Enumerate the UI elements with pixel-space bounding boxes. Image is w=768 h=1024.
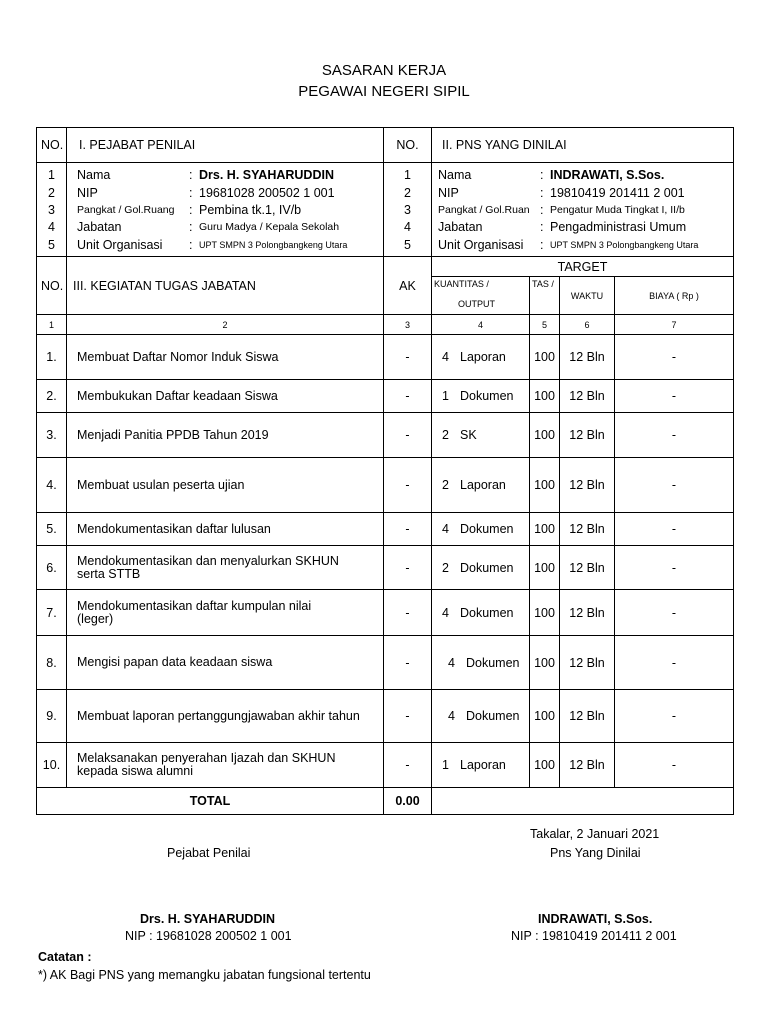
notes-text: *) AK Bagi PNS yang memangku jabatan fungsional tertentu: [38, 968, 371, 982]
task-output: 4 Laporan: [432, 335, 530, 380]
task-kegiatan: Mendokumentasikan daftar kumpulan nilai (leger): [67, 590, 384, 636]
task-waktu: 12 Bln: [560, 335, 615, 380]
task-biaya: -: [615, 690, 734, 743]
notes-label: Catatan :: [38, 950, 92, 964]
task-waktu: 12 Bln: [560, 513, 615, 546]
task-output: 4 Dokumen: [432, 590, 530, 636]
table-row: [37, 513, 734, 546]
left-signer-nip: NIP : 19681028 200502 1 001: [125, 929, 292, 943]
task-waktu: 12 Bln: [560, 413, 615, 458]
table-row: [37, 380, 734, 413]
column-number-row: [37, 315, 734, 335]
table-row: [37, 636, 734, 690]
task-output: 4 Dokumen: [432, 690, 530, 743]
task-kegiatan: Membuat Daftar Nomor Induk Siswa: [67, 335, 384, 380]
task-header-target: TARGET: [432, 257, 734, 277]
task-kegiatan: Melaksanakan penyerahan Ijazah dan SKHUN kepada siswa alumni: [67, 743, 384, 788]
task-header-ak: AK: [384, 257, 432, 315]
task-waktu: 12 Bln: [560, 380, 615, 413]
task-biaya: -: [615, 636, 734, 690]
task-ak: -: [384, 546, 432, 590]
task-biaya: -: [615, 513, 734, 546]
task-ak: -: [384, 335, 432, 380]
task-biaya: -: [615, 413, 734, 458]
task-kegiatan: Membukukan Daftar keadaan Siswa: [67, 380, 384, 413]
left-signer-name: Drs. H. SYAHARUDDIN: [140, 912, 275, 926]
total-label: TOTAL: [37, 788, 384, 815]
task-no: 6.: [37, 546, 67, 590]
task-kegiatan: Mendokumentasikan dan menyalurkan SKHUN serta STTB: [67, 546, 384, 590]
task-ak: -: [384, 636, 432, 690]
header-section1: I. PEJABAT PENILAI: [67, 128, 384, 163]
dinilai-details: Nama : INDRAWATI, S.Sos. NIP : 19810419 201411 2 001 Pangkat / Gol.Ruan : Pengatur Muda Tingkat I, II/b Jabatan : Pengadministrasi Umum Unit Organisasi : UPT SMPN 3 Polongbangkeng Utara: [432, 163, 734, 257]
task-kualitas: 100: [530, 636, 560, 690]
task-no: 9.: [37, 690, 67, 743]
task-output: 2 SK: [432, 413, 530, 458]
task-header-kuantitas: KUANTITAS / OUTPUT: [432, 277, 530, 315]
task-biaya: -: [615, 743, 734, 788]
table-row: [37, 690, 734, 743]
task-kegiatan: Membuat usulan peserta ujian: [67, 458, 384, 513]
task-no: 2.: [37, 380, 67, 413]
task-kualitas: 100: [530, 590, 560, 636]
table-row: [37, 458, 734, 513]
task-no: 8.: [37, 636, 67, 690]
right-signer-nip: NIP : 19810419 201411 2 001: [511, 929, 677, 943]
task-kualitas: 100: [530, 335, 560, 380]
task-no: 4.: [37, 458, 67, 513]
task-biaya: -: [615, 590, 734, 636]
place-date: Takalar, 2 Januari 2021: [530, 827, 660, 841]
task-waktu: 12 Bln: [560, 690, 615, 743]
task-kualitas: 100: [530, 458, 560, 513]
col-number: 5: [530, 315, 560, 335]
task-kegiatan: Mendokumentasikan daftar lulusan: [67, 513, 384, 546]
task-kualitas: 100: [530, 690, 560, 743]
task-no: 3.: [37, 413, 67, 458]
header-no-1: NO.: [37, 128, 67, 163]
col-number: 7: [615, 315, 734, 335]
task-waktu: 12 Bln: [560, 458, 615, 513]
task-biaya: -: [615, 380, 734, 413]
right-signer-name: INDRAWATI, S.Sos.: [538, 912, 653, 926]
task-output: 4 Dokumen: [432, 513, 530, 546]
task-kualitas: 100: [530, 413, 560, 458]
info-row: [37, 163, 734, 257]
total-empty: [432, 788, 734, 815]
task-header-kegiatan: III. KEGIATAN TUGAS JABATAN: [67, 257, 384, 315]
task-waktu: 12 Bln: [560, 743, 615, 788]
task-ak: -: [384, 458, 432, 513]
table-row: [37, 335, 734, 380]
task-no: 5.: [37, 513, 67, 546]
task-no: 1.: [37, 335, 67, 380]
task-no: 10.: [37, 743, 67, 788]
left-role: Pejabat Penilai: [167, 846, 251, 860]
task-output: 4 Dokumen: [432, 636, 530, 690]
task-ak: -: [384, 743, 432, 788]
task-waktu: 12 Bln: [560, 636, 615, 690]
header-section2: II. PNS YANG DINILAI: [432, 128, 734, 163]
task-kegiatan: Menjadi Panitia PPDB Tahun 2019: [67, 413, 384, 458]
task-no: 7.: [37, 590, 67, 636]
task-output: 2 Dokumen: [432, 546, 530, 590]
task-kualitas: 100: [530, 546, 560, 590]
task-ak: -: [384, 590, 432, 636]
penilai-nums: 1 2 3 4 5: [37, 163, 67, 257]
task-biaya: -: [615, 335, 734, 380]
task-biaya: -: [615, 546, 734, 590]
task-ak: -: [384, 413, 432, 458]
task-waktu: 12 Bln: [560, 546, 615, 590]
task-ak: -: [384, 513, 432, 546]
col-number: 1: [37, 315, 67, 335]
table-row: [37, 743, 734, 788]
task-kualitas: 100: [530, 743, 560, 788]
doc-title-line2: PEGAWAI NEGERI SIPIL: [298, 83, 470, 100]
task-header-waktu: WAKTU: [560, 277, 615, 315]
total-row: [37, 788, 734, 815]
task-header-biaya: BIAYA ( Rp ): [615, 277, 734, 315]
task-ak: -: [384, 690, 432, 743]
task-output: 1 Dokumen: [432, 380, 530, 413]
task-header-row-1: [37, 257, 734, 277]
doc-title-line1: SASARAN KERJA: [321, 62, 447, 79]
col-number: 2: [67, 315, 384, 335]
header-no-2: NO.: [384, 128, 432, 163]
task-ak: -: [384, 380, 432, 413]
task-kegiatan: Mengisi papan data keadaan siswa: [67, 636, 384, 690]
task-waktu: 12 Bln: [560, 590, 615, 636]
skp-table: [36, 127, 734, 815]
right-role: Pns Yang Dinilai: [550, 846, 641, 860]
table-row: [37, 413, 734, 458]
task-kualitas: 100: [530, 513, 560, 546]
task-kegiatan: Membuat laporan pertanggungjawaban akhir tahun: [67, 690, 384, 743]
penilai-details: Nama : Drs. H. SYAHARUDDIN NIP : 19681028 200502 1 001 Pangkat / Gol.Ruang : Pembina tk.1, IV/b Jabatan : Guru Madya / Kepala Sekolah Unit Organisasi : UPT SMPN 3 Polongbangkeng Utara: [67, 163, 384, 257]
total-value: 0.00: [384, 788, 432, 815]
col-number: 3: [384, 315, 432, 335]
task-kualitas: 100: [530, 380, 560, 413]
col-number: 6: [560, 315, 615, 335]
task-header-no: NO.: [37, 257, 67, 315]
task-output: 2 Laporan: [432, 458, 530, 513]
table-row: [37, 546, 734, 590]
task-output: 1 Laporan: [432, 743, 530, 788]
header-row: [37, 128, 734, 163]
task-header-kualitas: TAS /: [530, 277, 560, 315]
table-row: [37, 590, 734, 636]
dinilai-nums: 1 2 3 4 5: [384, 163, 432, 257]
col-number: 4: [432, 315, 530, 335]
task-biaya: -: [615, 458, 734, 513]
